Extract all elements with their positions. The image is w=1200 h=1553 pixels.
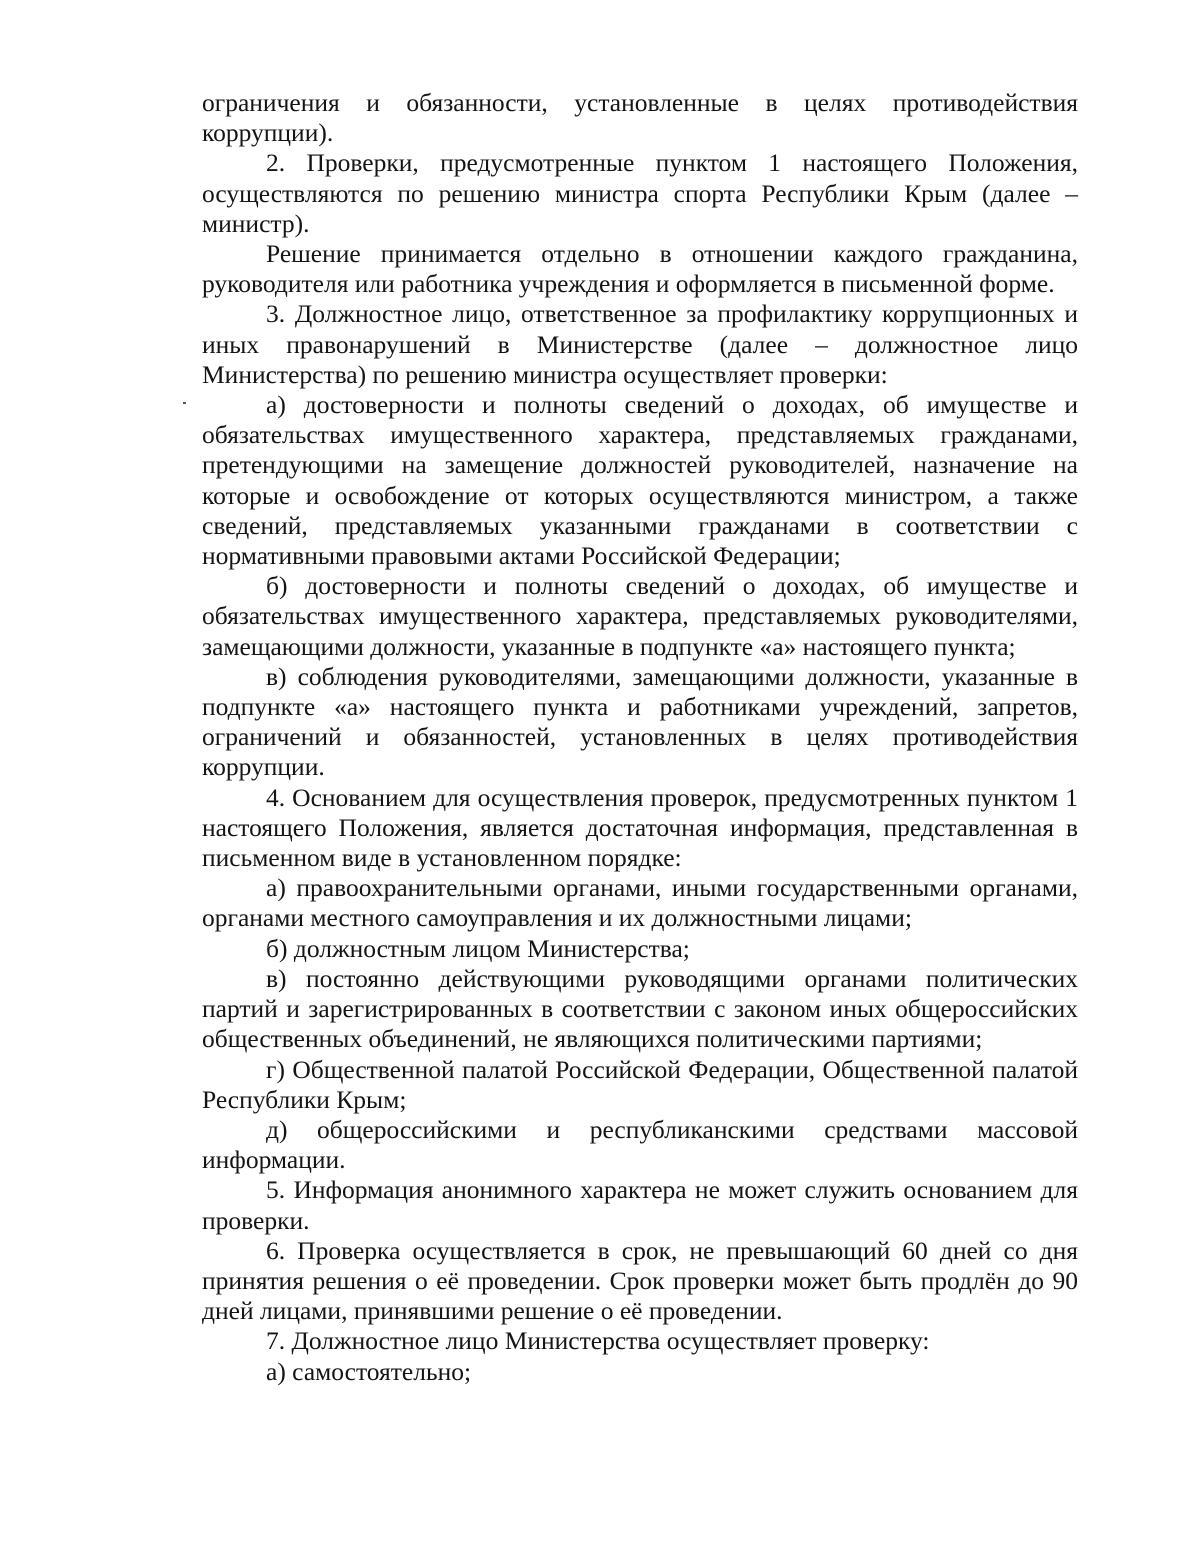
paragraph-item-4v: в) постоянно действующими руководящими органами политических партий и зарегистрированных в соответствии с законом иных общероссийских общественных объединений, не являющихся политическими партиями; bbox=[202, 963, 1078, 1054]
paragraph-item-4d: д) общероссийскими и республиканскими средствами массовой информации. bbox=[202, 1114, 1078, 1175]
paragraph-item-7a: а) самостоятельно; bbox=[266, 1356, 472, 1386]
paragraph-item-3v: в) соблюдения руководителями, замещающими должности, указанные в подпункте «а» настоящего пункта и работниками учреждений, запретов, ограничений и обязанностей, установленных в целях противодействия коррупции. bbox=[202, 661, 1078, 782]
paragraph-decision: Решение принимается отдельно в отношении каждого гражданина, руководителя или работника учреждения и оформляется в письменной форме. bbox=[202, 239, 1078, 299]
paragraph-item-4g: г) Общественной палатой Российской Федерации, Общественной палатой Республики Крым; bbox=[202, 1054, 1078, 1114]
paragraph-item-3: 3. Должностное лицо, ответственное за профилактику коррупционных и иных правонарушений в Министерстве (далее – должностное лицо Министерства) по решению министра осуществляет проверки: bbox=[202, 299, 1078, 389]
paragraph-item-3a: а) достоверности и полноты сведений о доходах, об имуществе и обязательствах имущественного характера, представляемых гражданами, претендующими на замещение должностей руководителей, назначение на которые и освобождение от которых осуществляются министром, а также сведений, представляемых указанными гражданами в соответствии с нормативными правовыми актами Российской Федерации; bbox=[202, 390, 1078, 571]
paragraph-item-6: 6. Проверка осуществляется в срок, не превышающий 60 дней со дня принятия решения о её проведении. Срок проверки может быть продлён до 90 дней лицами, принявшими решение о её проведении. bbox=[202, 1235, 1078, 1326]
paragraph-continuation: ограничения и обязанности, установленные в целях противодействия коррупции). bbox=[202, 88, 1078, 148]
paragraph-item-7: 7. Должностное лицо Министерства осуществляет проверку: bbox=[266, 1326, 930, 1356]
scan-artifact-dot bbox=[183, 402, 186, 404]
paragraph-item-5: 5. Информация анонимного характера не может служить основанием для проверки. bbox=[202, 1175, 1078, 1235]
document-body bbox=[202, 88, 1078, 1387]
paragraph-item-4a: а) правоохранительными органами, иными государственными органами, органами местного самоуправления и их должностными лицами; bbox=[202, 873, 1078, 933]
paragraph-item-4: 4. Основанием для осуществления проверок, предусмотренных пунктом 1 настоящего Положения, является достаточная информация, представленная в письменном виде в установленном порядке: bbox=[202, 782, 1078, 873]
paragraph-item-2: 2. Проверки, предусмотренные пунктом 1 настоящего Положения, осуществляются по решению министра спорта Республики Крым (далее – министр). bbox=[202, 148, 1078, 238]
paragraph-item-3b: б) достоверности и полноты сведений о доходах, об имуществе и обязательствах имущественного характера, представляемых руководителями, замещающими должности, указанные в подпункте «а» настоящего пункта; bbox=[202, 571, 1078, 661]
paragraph-item-4b: б) должностным лицом Министерства; bbox=[266, 933, 690, 963]
